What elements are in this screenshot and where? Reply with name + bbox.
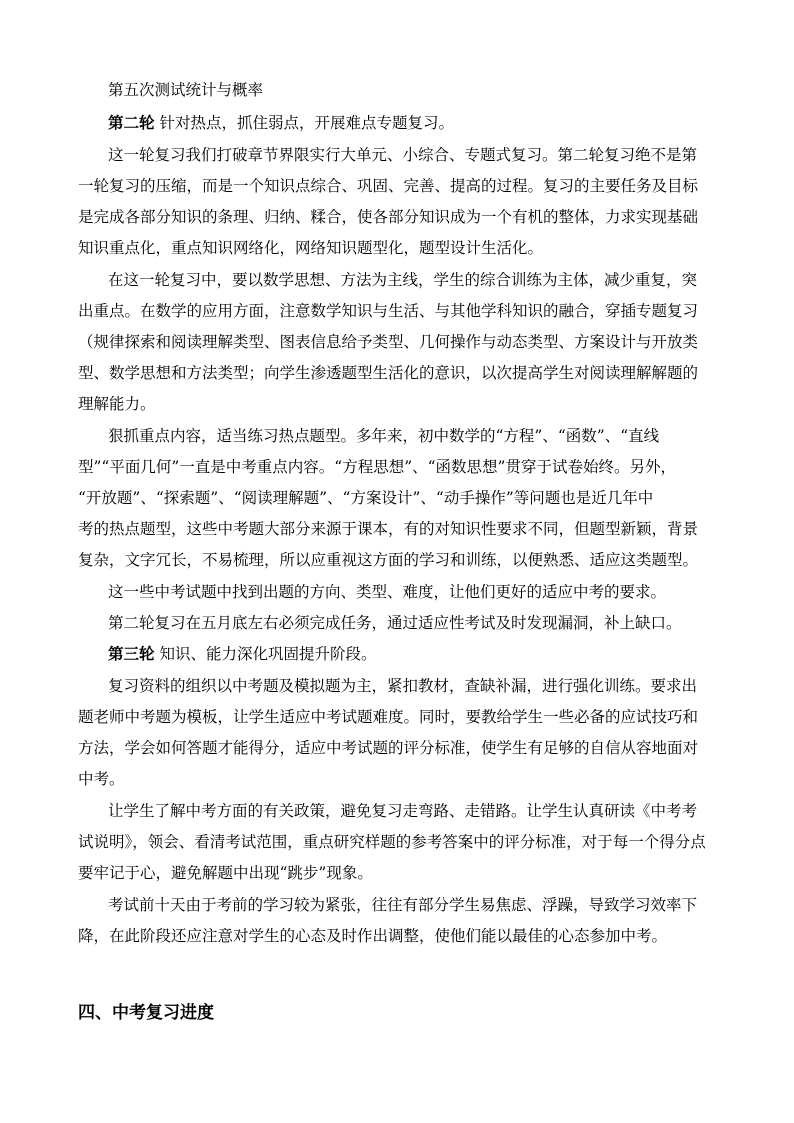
text-line: 出重点。在数学的应用方面，注意数学知识与生活、与其他学科知识的融合，穿插专题复习 [78, 302, 699, 320]
text-line: 一轮复习的压缩，而是一个知识点综合、巩固、完善、提高的过程。复习的主要任务及目标 [78, 177, 699, 195]
text-line: 考的热点题型，这些中考题大部分来源于课本，有的对知识性要求不同，但题型新颖，背景 [78, 520, 699, 538]
round-three-heading-line: 第三轮 知识、能力深化巩固提升阶段。 [108, 644, 377, 663]
text-line: 要牢记于心，避免解题中出现“跳步”现象。 [78, 864, 373, 882]
round-two-label: 第二轮 [108, 113, 155, 132]
text-line: “开放题”、“探索题”、“阅读理解题”、“方案设计”、“动手操作”等问题也是近几年中 [78, 489, 654, 507]
text-line: 降，在此阶段还应注意对学生的心态及时作出调整，使他们能以最佳的心态参加中考。 [78, 927, 668, 945]
section-heading: 四、中考复习进度 [78, 1003, 214, 1023]
text-line: 题老师中考题为模板，让学生适应中考试题难度。同时，要教给学生一些必备的应试技巧和 [78, 708, 699, 726]
text-line: 型、数学思想和方法类型；向学生渗透题型生活化的意识，以次提高学生对阅读理解解题的 [78, 364, 699, 382]
text-line: 让学生了解中考方面的有关政策，避免复习走弯路、走错路。让学生认真研读《中考考 [108, 802, 698, 820]
text-line: 狠抓重点内容，适当练习热点题型。多年来，初中数学的“方程”、“函数”、“直线 [108, 427, 660, 445]
round-three-label: 第三轮 [108, 644, 155, 663]
text-line: 这一轮复习我们打破章节界限实行大单元、小综合、专题式复习。第二轮复习绝不是第 [108, 146, 698, 164]
text-line: 理解能力。 [78, 395, 156, 413]
text-line: 这一些中考试题中找到出题的方向、类型、难度，让他们更好的适应中考的要求。 [108, 583, 667, 601]
text-line: 在这一轮复习中，要以数学思想、方法为主线，学生的综合训练为主体，减少重复，突 [108, 271, 698, 289]
text-line: 试说明》，领会、看清考试范围，重点研究样题的参考答案中的评分标准，对于每一个得分点 [78, 833, 706, 851]
text-line: 型”“平面几何”一直是中考重点内容。“方程思想”、“函数思想”贯穿于试卷始终。另外， [78, 458, 676, 476]
text-line: 第五次测试统计与概率 [108, 81, 264, 99]
text-line: （规律探索和阅读理解类型、图表信息给予类型、几何操作与动态类型、方案设计与开放类 [78, 333, 699, 351]
text-line: 方法，学会如何答题才能得分，适应中考试题的评分标准，使学生有足够的自信从容地面对 [78, 739, 699, 757]
text-line: 是完成各部分知识的条理、归纳、糅合，使各部分知识成为一个有机的整体，力求实现基础 [78, 208, 699, 226]
text-line: 知识重点化，重点知识网络化，网络知识题型化，题型设计生活化。 [78, 239, 544, 257]
text-line: 第二轮复习在五月底左右必须完成任务，通过适应性考试及时发现漏洞，补上缺口。 [108, 614, 682, 632]
text-line: 复习资料的组织以中考题及模拟题为主，紧扣教材，查缺补漏，进行强化训练。要求出 [108, 677, 698, 695]
round-two-heading-line: 第二轮 针对热点，抓住弱点，开展难点专题复习。 [108, 113, 454, 132]
text-line: 复杂，文字冗长，不易梳理，所以应重视这方面的学习和训练，以便熟悉、适应这类题型。 [78, 551, 699, 569]
text-line: 中考。 [78, 770, 125, 788]
text-line: 考试前十天由于考前的学习较为紧张，往往有部分学生易焦虑、浮躁，导致学习效率下 [108, 896, 698, 914]
